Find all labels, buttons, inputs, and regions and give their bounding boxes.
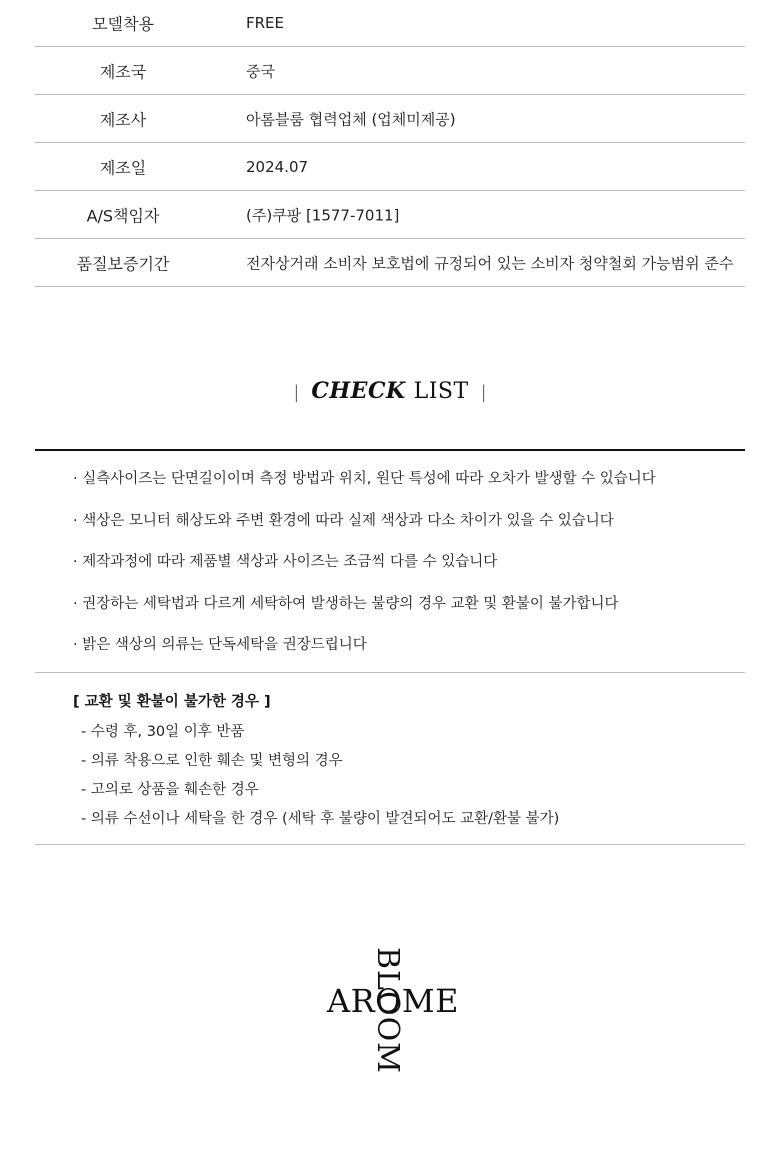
divider	[35, 672, 745, 673]
spec-value: FREE	[246, 14, 285, 32]
product-spec-table	[35, 0, 745, 287]
spec-value: (주)쿠팡 [1577-7011]	[246, 206, 400, 224]
check-list	[73, 467, 656, 675]
spec-row-country	[35, 47, 745, 95]
spec-label: 품질보증기간	[76, 254, 170, 273]
list-item: - 의류 착용으로 인한 훼손 및 변형의 경우	[81, 753, 343, 769]
spec-row-warranty	[35, 239, 745, 287]
check-list-heading	[0, 378, 780, 404]
section-divider	[35, 449, 745, 451]
spec-row-manufacturer	[35, 95, 745, 143]
list-item: - 고의로 상품을 훼손한 경우	[81, 782, 259, 798]
spec-row-as	[35, 191, 745, 239]
heading-divider: |	[293, 382, 300, 403]
spec-row-model	[35, 0, 745, 47]
spec-row-date	[35, 143, 745, 191]
no-refund-policy	[73, 690, 559, 836]
heading-list: LIST	[413, 379, 469, 404]
spec-value: 2024.07	[246, 157, 309, 176]
heading-check: CHECK	[311, 378, 406, 404]
spec-value: 전자상거래 소비자 보호법에 규정되어 있는 소비자 청약철회 가능범위 준수	[246, 254, 734, 272]
spec-value: 아롬블룸 협력업체 (업체미제공)	[246, 110, 456, 128]
divider	[35, 844, 745, 845]
logo-horizontal-text: AROME	[326, 982, 460, 1020]
logo-vertical-text: BLOOM	[370, 947, 405, 1074]
list-item: - 의류 수선이나 세탁을 한 경우 (세탁 후 불량이 발견되어도 교환/환불 불가)	[81, 811, 560, 827]
list-item: · 밝은 색상의 의류는 단독세탁을 권장드립니다	[73, 637, 367, 653]
heading-divider: |	[480, 382, 487, 403]
list-item: · 권장하는 세탁법과 다르게 세탁하여 발생하는 불량의 경우 교환 및 환불이 불가합니다	[73, 595, 619, 612]
spec-value: 중국	[246, 62, 275, 80]
spec-label: 제조사	[99, 110, 147, 129]
list-item: · 제작과정에 따라 제품별 색상과 사이즈는 조금씩 다를 수 있습니다	[73, 554, 498, 570]
spec-label: A/S책임자	[86, 206, 160, 225]
spec-label: 제조일	[99, 158, 147, 177]
list-item: · 색상은 모니터 해상도와 주변 환경에 따라 실제 색상과 다소 차이가 있을 수 있습니다	[73, 512, 614, 529]
list-item: - 수령 후, 30일 이후 반품	[81, 724, 245, 740]
policy-title: [ 교환 및 환불이 불가한 경우 ]	[73, 694, 271, 710]
list-item: · 실측사이즈는 단면길이이며 측정 방법과 위치, 원단 특성에 따라 오차가 발생할 수 있습니다	[73, 471, 656, 487]
spec-label: 모델착용	[92, 14, 154, 34]
spec-label: 제조국	[99, 62, 147, 81]
